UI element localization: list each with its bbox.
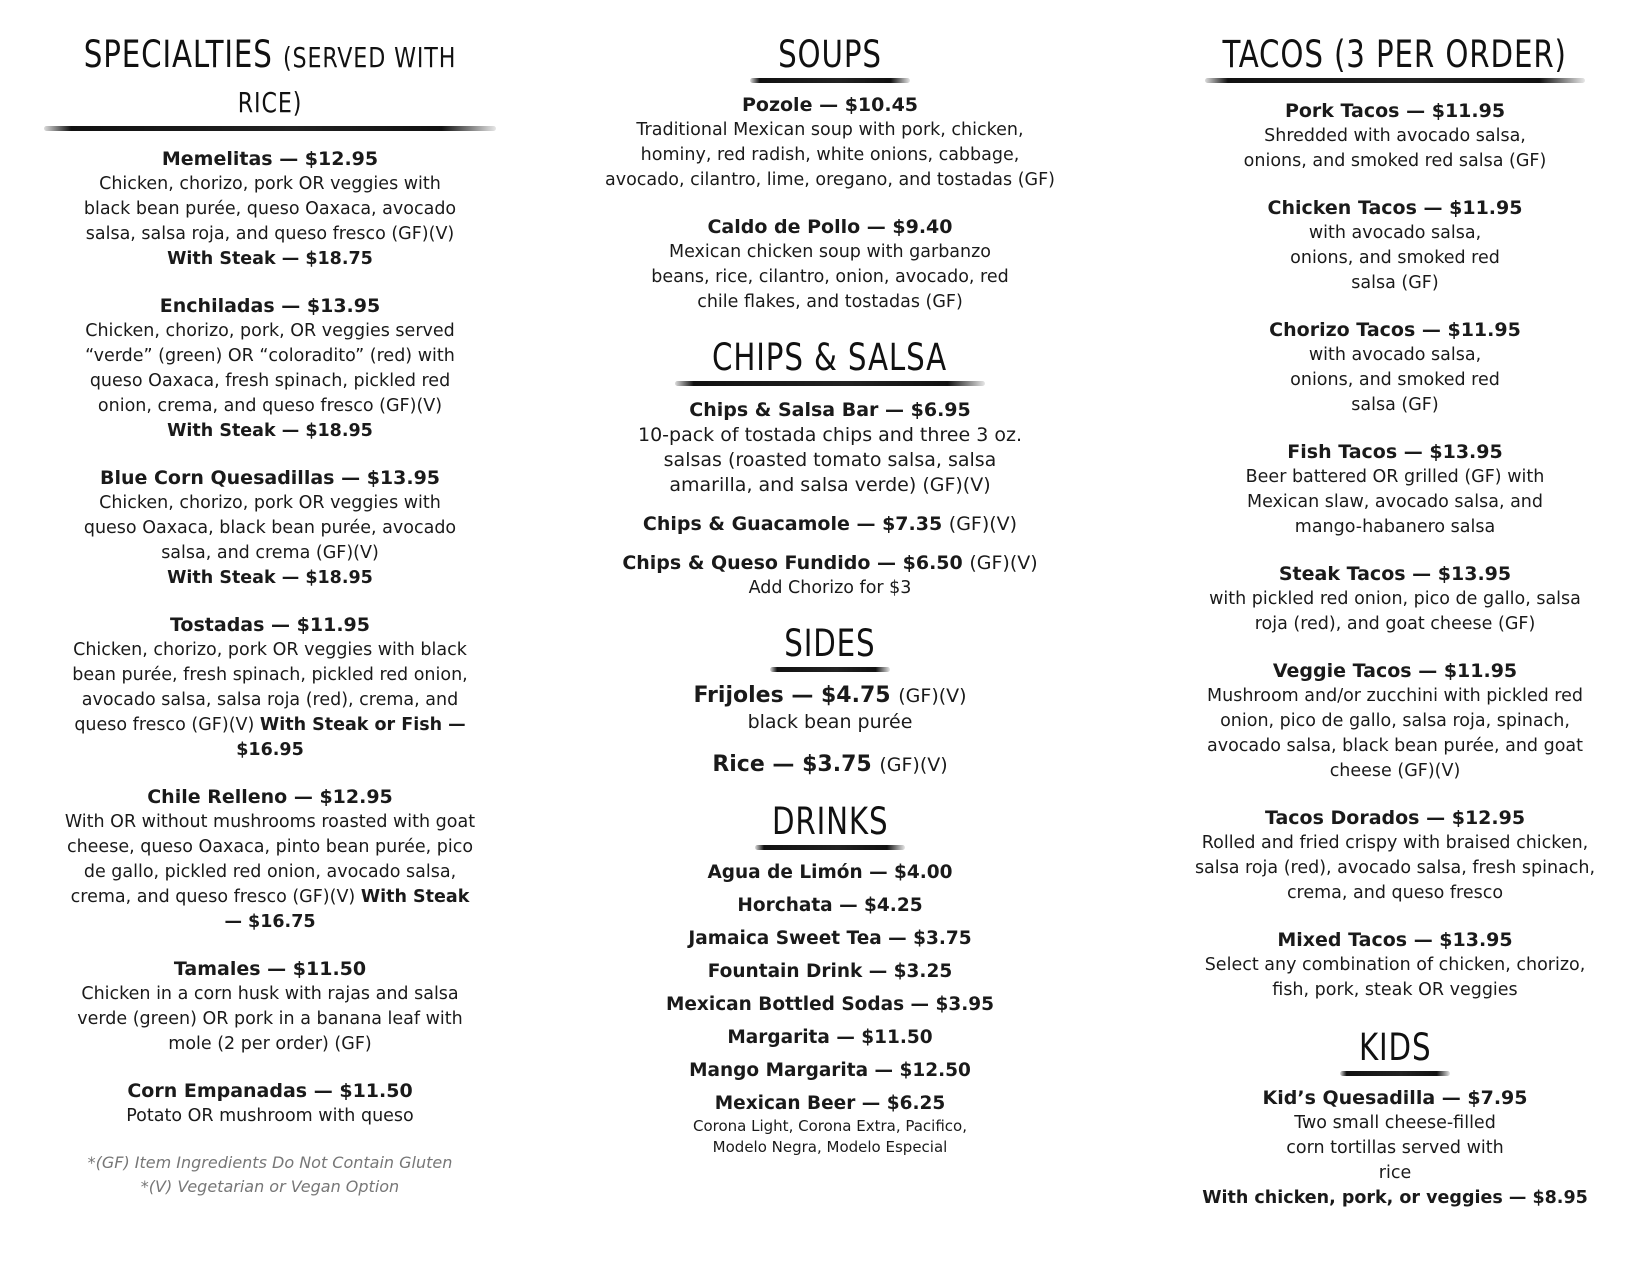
section-title-chips-salsa: CHIPS & SALSA: [712, 336, 948, 379]
menu-item-blue-corn-quesadillas: [40, 466, 500, 591]
menu-item-pozole: [590, 93, 1070, 193]
menu-item-chips-salsa-bar: [590, 398, 1070, 498]
item-description: Rolled and fried crispy with braised chicken, salsa roja (red), avocado salsa, fresh spinach, crema, and queso fresco: [1194, 833, 1596, 903]
menu-item-chips-queso-fundido: [590, 551, 1070, 601]
menu-item-frijoles: [590, 682, 1070, 735]
item-extra: With Steak — $18.75: [167, 249, 373, 269]
drinks-list: [590, 860, 1070, 1158]
item-extra: With Steak — $16.75: [224, 887, 470, 932]
brush-underline: [1340, 1071, 1450, 1076]
brush-underline: [750, 78, 910, 83]
tacos-header: [1170, 34, 1620, 83]
item-description: Chicken, chorizo, pork, OR veggies served “verde” (green) OR “coloradito” (red) with queso Oaxaca, fresh spinach, pickled red onion, crema, and queso fresco (GF)(V): [85, 321, 455, 416]
item-tag: (GF)(V): [879, 754, 948, 776]
item-extra: With Steak — $18.95: [167, 568, 373, 588]
tacos-column: [1170, 34, 1620, 1233]
item-extra: With Steak — $18.95: [167, 421, 373, 441]
item-description: Select any combination of chicken, chorizo, fish, pork, steak OR veggies: [1204, 955, 1586, 1000]
brush-underline: [44, 126, 496, 131]
item-description: Add Chorizo for $3: [748, 578, 912, 598]
footnote-gluten-free: *(GF) Item Ingredients Do Not Contain Gluten: [87, 1153, 453, 1172]
soups-header: [590, 34, 1070, 83]
menu-item-tostadas: [40, 613, 500, 763]
middle-column: [590, 34, 1070, 1158]
specialties-header: [40, 34, 500, 131]
menu-item-chile-relleno: [40, 785, 500, 935]
item-name: Rice — $3.75 (GF)(V): [712, 752, 948, 777]
brush-underline: [770, 667, 890, 672]
item-name: Tacos Dorados — $12.95: [1264, 807, 1526, 829]
brush-underline: [755, 845, 905, 850]
brush-underline: [1205, 78, 1585, 83]
menu-item-tamales: [40, 957, 500, 1057]
item-tag: (GF)(V): [948, 513, 1018, 535]
section-title-kids: KIDS: [1358, 1026, 1432, 1069]
menu-item-enchiladas: [40, 294, 500, 444]
item-tag: (GF)(V): [969, 552, 1038, 574]
menu-item-mixed-tacos: [1170, 928, 1620, 1003]
item-extra: With chicken, pork, or veggies — $8.95: [1202, 1188, 1588, 1208]
drink-item: Jamaica Sweet Tea — $3.75: [688, 928, 972, 949]
item-name: Tamales — $11.50: [173, 958, 367, 980]
chips-header: [590, 337, 1070, 386]
section-title-drinks: DRINKS: [771, 800, 889, 843]
beer-brands-line-1: Corona Light, Corona Extra, Pacifico,: [693, 1117, 967, 1135]
drink-item: Mexican Beer — $6.25: [714, 1093, 946, 1114]
menu-item-veggie-tacos: [1170, 659, 1620, 784]
menu-item-memelitas: [40, 147, 500, 272]
item-name: Memelitas — $12.95: [161, 148, 379, 170]
menu-item-steak-tacos: [1170, 562, 1620, 637]
drink-item: Mexican Bottled Sodas — $3.95: [665, 994, 995, 1015]
item-name: Pork Tacos — $11.95: [1284, 100, 1506, 122]
item-description: With OR without mushrooms roasted with goat cheese, queso Oaxaca, pinto bean purée, pico de gallo, pickled red onion, avocado salsa, crema, and queso fresco (GF)(V) With Steak — $16.75: [64, 812, 476, 932]
item-name: Chorizo Tacos — $11.95: [1269, 319, 1521, 341]
menu-item-tacos-dorados: [1170, 806, 1620, 906]
brush-underline: [675, 381, 985, 386]
item-description: Potato OR mushroom with queso: [126, 1106, 414, 1126]
menu-item-pork-tacos: [1170, 99, 1620, 174]
specialties-column: [40, 34, 500, 1199]
item-name: Caldo de Pollo — $9.40: [707, 216, 953, 238]
menu-item-rice: [590, 751, 1070, 779]
item-extra: With Steak or Fish — $16.95: [236, 715, 466, 760]
item-description: Traditional Mexican soup with pork, chicken, hominy, red radish, white onions, cabbage, avocado, cilantro, lime, oregano, and tostadas (GF): [605, 120, 1055, 190]
section-title-sides: SIDES: [784, 622, 876, 665]
item-description: Shredded with avocado salsa, onions, and smoked red salsa (GF): [1243, 126, 1547, 171]
footnotes: [40, 1151, 500, 1199]
menu-item-chorizo-tacos: [1170, 318, 1620, 418]
drink-item: Mango Margarita — $12.50: [689, 1060, 971, 1081]
item-name: Chips & Queso Fundido — $6.50 (GF)(V): [622, 552, 1038, 574]
drink-item: Horchata — $4.25: [737, 895, 923, 916]
item-name: Chicken Tacos — $11.95: [1267, 197, 1523, 219]
item-description: with avocado salsa, onions, and smoked red salsa (GF): [1290, 345, 1500, 415]
item-name: Tostadas — $11.95: [170, 614, 370, 636]
item-name: Chile Relleno — $12.95: [147, 786, 393, 808]
menu-item-fish-tacos: [1170, 440, 1620, 540]
item-name: Frijoles — $4.75 (GF)(V): [693, 683, 967, 708]
item-description: with avocado salsa, onions, and smoked red salsa (GF): [1290, 223, 1500, 293]
beer-brands-line-2: Modelo Negra, Modelo Especial: [712, 1138, 948, 1156]
item-description: Beer battered OR grilled (GF) with Mexican slaw, avocado salsa, and mango-habanero salsa: [1245, 467, 1545, 537]
item-name: Corn Empanadas — $11.50: [127, 1080, 413, 1102]
item-name: Pozole — $10.45: [741, 94, 919, 116]
item-name: Veggie Tacos — $11.95: [1272, 660, 1518, 682]
item-description: Chicken, chorizo, pork OR veggies with black bean purée, queso Oaxaca, avocado salsa, salsa roja, and queso fresco (GF)(V): [83, 174, 457, 244]
section-title-specialties: SPECIALTIES (SERVED WITH RICE): [83, 33, 457, 119]
item-name: Fish Tacos — $13.95: [1287, 441, 1503, 463]
menu-item-chips-guacamole: [590, 512, 1070, 537]
item-description: Chicken in a corn husk with rajas and salsa verde (green) OR pork in a banana leaf with mole (2 per order) (GF): [77, 984, 463, 1054]
section-title-soups: SOUPS: [778, 33, 882, 76]
item-description: black bean purée: [747, 711, 913, 733]
section-subtitle-specialties: (SERVED WITH RICE): [237, 41, 457, 119]
item-description: Two small cheese-filled corn tortillas served with rice: [1286, 1113, 1504, 1183]
drink-item: Fountain Drink — $3.25: [707, 961, 953, 982]
sides-header: [590, 623, 1070, 672]
menu-item-caldo-de-pollo: [590, 215, 1070, 315]
item-tag: (GF)(V): [898, 685, 967, 707]
item-name: Blue Corn Quesadillas — $13.95: [99, 467, 441, 489]
footnote-vegetarian: *(V) Vegetarian or Vegan Option: [140, 1177, 400, 1196]
item-description: Chicken, chorizo, pork OR veggies with queso Oaxaca, black bean purée, avocado salsa, and crema (GF)(V): [83, 493, 457, 563]
menu-item-chicken-tacos: [1170, 196, 1620, 296]
item-name: Chips & Guacamole — $7.35 (GF)(V): [642, 513, 1018, 535]
item-name: Kid’s Quesadilla — $7.95: [1262, 1087, 1528, 1109]
item-description: Chicken, chorizo, pork OR veggies with black bean purée, fresh spinach, pickled red onion, avocado salsa, salsa roja (red), crema, and queso fresco (GF)(V) With Steak or Fish — $16.95: [72, 640, 468, 760]
drinks-header: [590, 801, 1070, 850]
item-name: Steak Tacos — $13.95: [1278, 563, 1512, 585]
kids-header: [1170, 1027, 1620, 1076]
item-description: 10-pack of tostada chips and three 3 oz. salsas (roasted tomato salsa, salsa amarilla, and salsa verde) (GF)(V): [637, 424, 1022, 496]
item-name: Enchiladas — $13.95: [159, 295, 381, 317]
section-title-tacos: TACOS (3 PER ORDER): [1222, 33, 1568, 76]
drink-item: Agua de Limón — $4.00: [707, 862, 953, 883]
menu-item-kids-quesadilla: [1170, 1086, 1620, 1211]
menu-item-corn-empanadas: [40, 1079, 500, 1129]
item-description: Mexican chicken soup with garbanzo beans, rice, cilantro, onion, avocado, red chile flakes, and tostadas (GF): [651, 242, 1009, 312]
item-description: with pickled red onion, pico de gallo, salsa roja (red), and goat cheese (GF): [1209, 589, 1581, 634]
item-name: Chips & Salsa Bar — $6.95: [689, 399, 971, 421]
item-description: Mushroom and/or zucchini with pickled red onion, pico de gallo, salsa roja, spinach, avocado salsa, black bean purée, and goat cheese (GF)(V): [1206, 686, 1583, 781]
drink-item: Margarita — $11.50: [727, 1027, 933, 1048]
item-name: Mixed Tacos — $13.95: [1277, 929, 1513, 951]
